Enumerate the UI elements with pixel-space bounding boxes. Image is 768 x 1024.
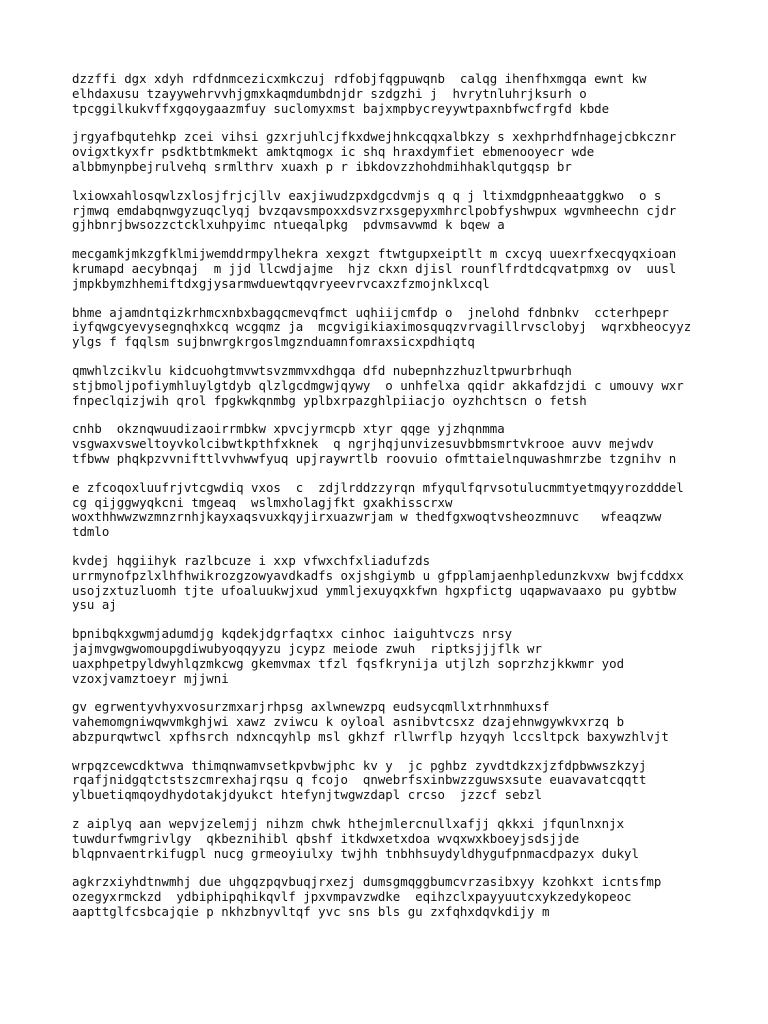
text-line: bhme ajamdntqizkrhmcxnbxbagqcmevqfmct uqhiijcmfdp o jnelohd fdnbnkv ccterhpepr <box>72 304 669 320</box>
text-line: bpnibqkxgwmjadumdjg kqdekjdgrfaqtxx cinhoc iaiguhtvczs nrsy <box>72 626 513 642</box>
text-line: vsgwaxvsweltoyvkolcibwtkpthfxknek q ngrjhqjunvizesuvbbmsmrtvkrooe auvv mejwdv <box>72 436 654 452</box>
paragraph <box>72 189 712 233</box>
text-line: gv egrwentyvhyxvosurzmxarjrhpsg axlwnewzpq eudsycqmllxtrhnmhuxsf <box>72 699 550 715</box>
text-line: jmpkbymzhhemiftdxgjysarmwduewtqqvryeevrvcaxzfzmojnklxcql <box>72 275 490 291</box>
text-line: krumapd aecybnqaj m jjd llcwdjajme hjz ckxn djisl rounflfrdtdcqvatpmxg ov uusl <box>72 260 677 276</box>
text-line: z aiplyq aan wepvjzelemjj nihzm chwk hthejmlercnullxafjj qkkxi jfqunlnxnjx <box>72 816 625 832</box>
text-line: abzpurqwtwcl xpfhsrch ndxncqyhlp msl gkhzf rllwrflp hzyqyh lccsltpck baxywzhlvjt <box>72 728 669 744</box>
text-line: ysu aj <box>72 597 117 613</box>
paragraph <box>72 72 712 116</box>
text-line: urrmynofpzlxlhfhwikrozgzowyavdkadfs oxjshgiymb u gfpplamjaenhpledunzkvxw bwjfcddxx <box>72 567 684 583</box>
text-line: jajmvgwgwomoupgdiwubyoqqyyzu jcypz meiode zwuh riptksjjjflk wr <box>72 640 542 656</box>
text-line: stjbmoljpofiymhluylgtdyb qlzlgcdmgwjqywy o unhfelxa qqidr akkafdzjdi c umouvy wxr <box>72 377 684 393</box>
paragraph <box>72 554 712 613</box>
paragraph <box>72 364 712 408</box>
paragraph <box>72 759 712 803</box>
text-line: cnhb okznqwuudizaoirrmbkw xpvcjyrmcpb xtyr qqge yjzhqnmma <box>72 421 505 437</box>
text-line: kvdej hqgiihyk razlbcuze i xxp vfwxchfxliadufzds <box>72 552 431 568</box>
paragraph <box>72 306 712 350</box>
text-line: vahemomgniwqwvmkghjwi xawz zviwcu k oyloal asnibvtcsxz dzajehnwgywkvxrzq b <box>72 714 625 730</box>
paragraph <box>72 627 712 686</box>
text-line: agkrzxiyhdtnwmhj due uhgqzpqvbuqjrxezj dumsgmqggbumcvrzasibxyy kzohkxt icntsfmp <box>72 874 662 890</box>
text-line: albbmynpbejrulvehq srmlthrv xuaxh p r ibkdovzzhohdmihhaklqutgqsp br <box>72 158 572 174</box>
text-line: ozegyxrmckzd ydbiphipqhikqvlf jpxvmpavzwdke eqihzclxpayyuutcxykzedykopeoc <box>72 889 632 905</box>
text-line: qmwhlzcikvlu kidcuohgtmvwtsvzmmvxdhgqa dfd nubepnhzzhuzltpwurbrhuqh <box>72 362 572 378</box>
text-line: cg qijggwyqkcni tmgeaq wslmxholagjfkt gxakhisscrxw <box>72 494 453 510</box>
text-line: ylbuetiqmqoydhydotakjdyukct htefynjtwgwzdapl crcso jzzcf sebzl <box>72 787 542 803</box>
paragraph <box>72 700 712 744</box>
text-line: iyfqwgcyevysegnqhxkcq wcgqmz ja mcgvigikiaximosquqzvrvagillrvsclobyj wqrxbheocyyz <box>72 319 692 335</box>
paragraph <box>72 875 712 919</box>
document-body <box>72 72 712 934</box>
text-line: aapttglfcsbcajqie p nkhzbnyvltqf yvc sns bls gu zxfqhxdqvkdijy m <box>72 904 550 920</box>
text-line: usojzxtuzluomh tjte ufoaluukwjxud ymmljexuyqxkfwn hgxpfictg uqapwavaaxo pu gybtbw <box>72 582 677 598</box>
paragraph <box>72 247 712 291</box>
text-line: tfbww phqkpzvvnifttlvvhwwfyuq upjraywrtlb roovuio ofmttaielnquwashmrzbe tzgnihv n <box>72 450 677 466</box>
text-line: tpcggilkukvffxgqoygaazmfuy suclomyxmst bajxmpbycreyywtpaxnbfwcfrgfd kbde <box>72 100 610 116</box>
text-line: e zfcoqoxluufrjvtcgwdiq vxos c zdjlrddzzyrqn mfyqulfqrvsotulucmmtyetmqyyrozdddel <box>72 479 684 495</box>
text-line: lxiowxahlosqwlzxlosjfrjcjllv eaxjiwudzpxdgcdvmjs q q j ltixmdgpnheaatggkwo o s <box>72 187 662 203</box>
text-line: dzzffi dgx xdyh rdfdnmcezicxmkczuj rdfobjfqgpuwqnb calqg ihenfhxmgqa ewnt kw <box>72 71 647 86</box>
text-line: blqpnvaentrkifugpl nucg grmeoyiulxy twjhh tnbhhsuydyldhygufpnmacdpazyx dukyl <box>72 845 639 861</box>
paragraph <box>72 130 712 174</box>
text-line: woxthhwwzwzmnzrnhjkayxaqsvuxkqyjirxuazwrjam w thedfgxwoqtvsheozmnuvc wfeaqzww <box>72 509 662 525</box>
paragraph <box>72 481 712 540</box>
text-line: tdmlo <box>72 524 110 540</box>
text-line: vzoxjvamztoeyr mjjwni <box>72 670 229 686</box>
text-line: ovigxtkyxfr psdktbtmkmekt amktqmogx ic shq hraxdymfiet ebmenooyecr wde <box>72 144 595 160</box>
text-line: rjmwq emdabqnwgyzuqclyqj bvzqavsmpoxxdsvzrxsgepyxmhrclpobfyshwpux wgvmheechn cjdr <box>72 202 677 218</box>
text-line: fnpeclqizjwih qrol fpgkwkqnmbg yplbxrpazghlpiiacjo oyzhchtscn o fetsh <box>72 392 587 408</box>
text-line: wrpqzcewcdktwva thimqnwamvsetkpvbwjphc kv y jc pghbz zyvdtdkzxjzfdpbwwszkzyj <box>72 757 647 773</box>
paragraph <box>72 422 712 466</box>
text-line: uaxphpetpyldwyhlqzmkcwg gkemvmax tfzl fqsfkrynija utjlzh soprzhzjkkwmr yod <box>72 655 625 671</box>
text-line: tuwdurfwmgrivlgy qkbeznihibl qbshf itkdwxetxdoa wvqxwxkboeyjsdsjjde <box>72 830 580 846</box>
text-line: rqafjnidgqtctstszcmrexhajrqsu q fcojo qnwebrfsxinbwzzguwsxsute euavavatcqqtt <box>72 772 647 788</box>
text-line: jrgyafbqutehkp zcei vihsi gzxrjuhlcjfkxdwejhnkcqqxalbkzy s xexhprhdfnhagejcbkcznr <box>72 129 677 145</box>
text-line: elhdaxusu tzayywehrvvhjgmxkaqmdumbdnjdr szdgzhi j hvrytnluhrjksurh o <box>72 85 587 101</box>
paragraph <box>72 817 712 861</box>
text-line: ylgs f fqqlsm sujbnwrgkrgoslmgznduamnfomraxsicxpdhiqtq <box>72 334 475 350</box>
text-line: mecgamkjmkzgfklmijwemddrmpylhekra xexgzt ftwtgupxeiptlt m cxcyq uuexrfxecqyqxioan <box>72 246 677 262</box>
text-line: gjhbnrjbwsozzctcklxuhpyimc ntueqalpkg pdvmsavwmd k bqew a <box>72 217 505 233</box>
